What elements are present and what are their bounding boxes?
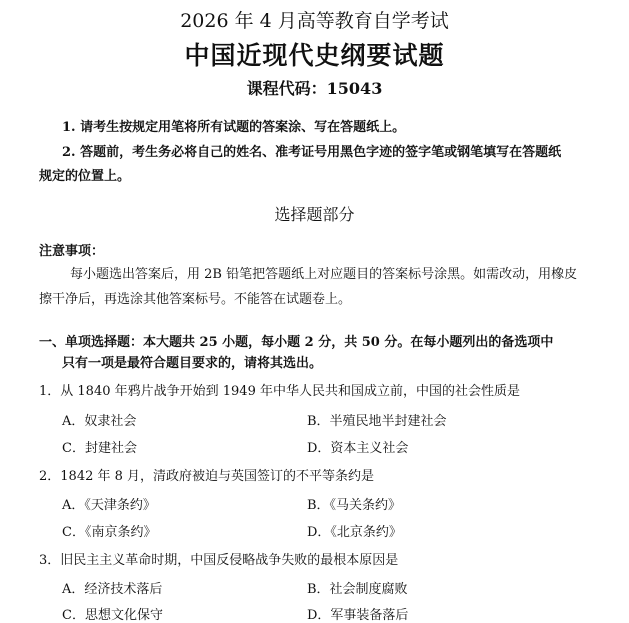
question-3-option-a: A．经济技术落后 (62, 582, 163, 597)
course-code: 课程代码：15043 (246, 79, 383, 98)
question-3-option-d: D．军事装备落后 (307, 608, 409, 623)
question-1-option-d: D．资本主义社会 (307, 441, 409, 456)
question-2-option-c: C．《南京条约》 (62, 525, 157, 540)
notice-label: 注意事项： (39, 244, 105, 259)
instruction-1: 1. 请考生按规定用笔将所有试题的答案涂、写在答题纸上。 (62, 120, 406, 135)
question-2-option-d: D．《北京条约》 (307, 525, 402, 540)
exam-session: 2026 年 4 月高等教育自学考试 (180, 10, 449, 32)
instruction-2-line1: 2. 答题前，考生务必将自己的姓名、准考证号用黑色字迹的签字笔或钢笔填写在答题纸 (62, 145, 562, 160)
notice-line-2: 擦干净后，再选涂其他答案标号。不能答在试题卷上。 (39, 292, 352, 307)
question-2-stem: 2．1842 年 8 月，清政府被迫与英国签订的不平等条约是 (39, 469, 375, 484)
question-1-option-c: C．封建社会 (62, 441, 137, 456)
question-3-option-c: C．思想文化保守 (62, 608, 163, 623)
part1-heading-line2: 只有一项是最符合题目要求的，请将其选出。 (62, 356, 323, 371)
question-1-option-a: A．奴隶社会 (62, 414, 137, 429)
question-2-option-a: A．《天津条约》 (62, 498, 156, 513)
question-2-option-b: B．《马关条约》 (307, 498, 402, 513)
instruction-2-line2: 规定的位置上。 (39, 169, 131, 184)
question-1-option-b: B．半殖民地半封建社会 (307, 414, 447, 429)
question-3-stem: 3．旧民主主义革命时期，中国反侵略战争失败的最根本原因是 (39, 553, 399, 568)
section-title: 选择题部分 (274, 205, 355, 224)
question-3-option-b: B．社会制度腐败 (307, 582, 408, 597)
part1-heading-line1: 一、单项选择题：本大题共 25 小题，每小题 2 分，共 50 分。在每小题列出的备选项中 (39, 335, 554, 350)
exam-subject-title: 中国近现代史纲要试题 (184, 41, 445, 70)
question-1-stem: 1．从 1840 年鸦片战争开始到 1949 年中华人民共和国成立前，中国的社会性质是 (39, 384, 520, 399)
notice-line-1: 每小题选出答案后，用 2B 铅笔把答题纸上对应题目的答案标号涂黑。如需改动，用橡皮 (70, 267, 578, 282)
